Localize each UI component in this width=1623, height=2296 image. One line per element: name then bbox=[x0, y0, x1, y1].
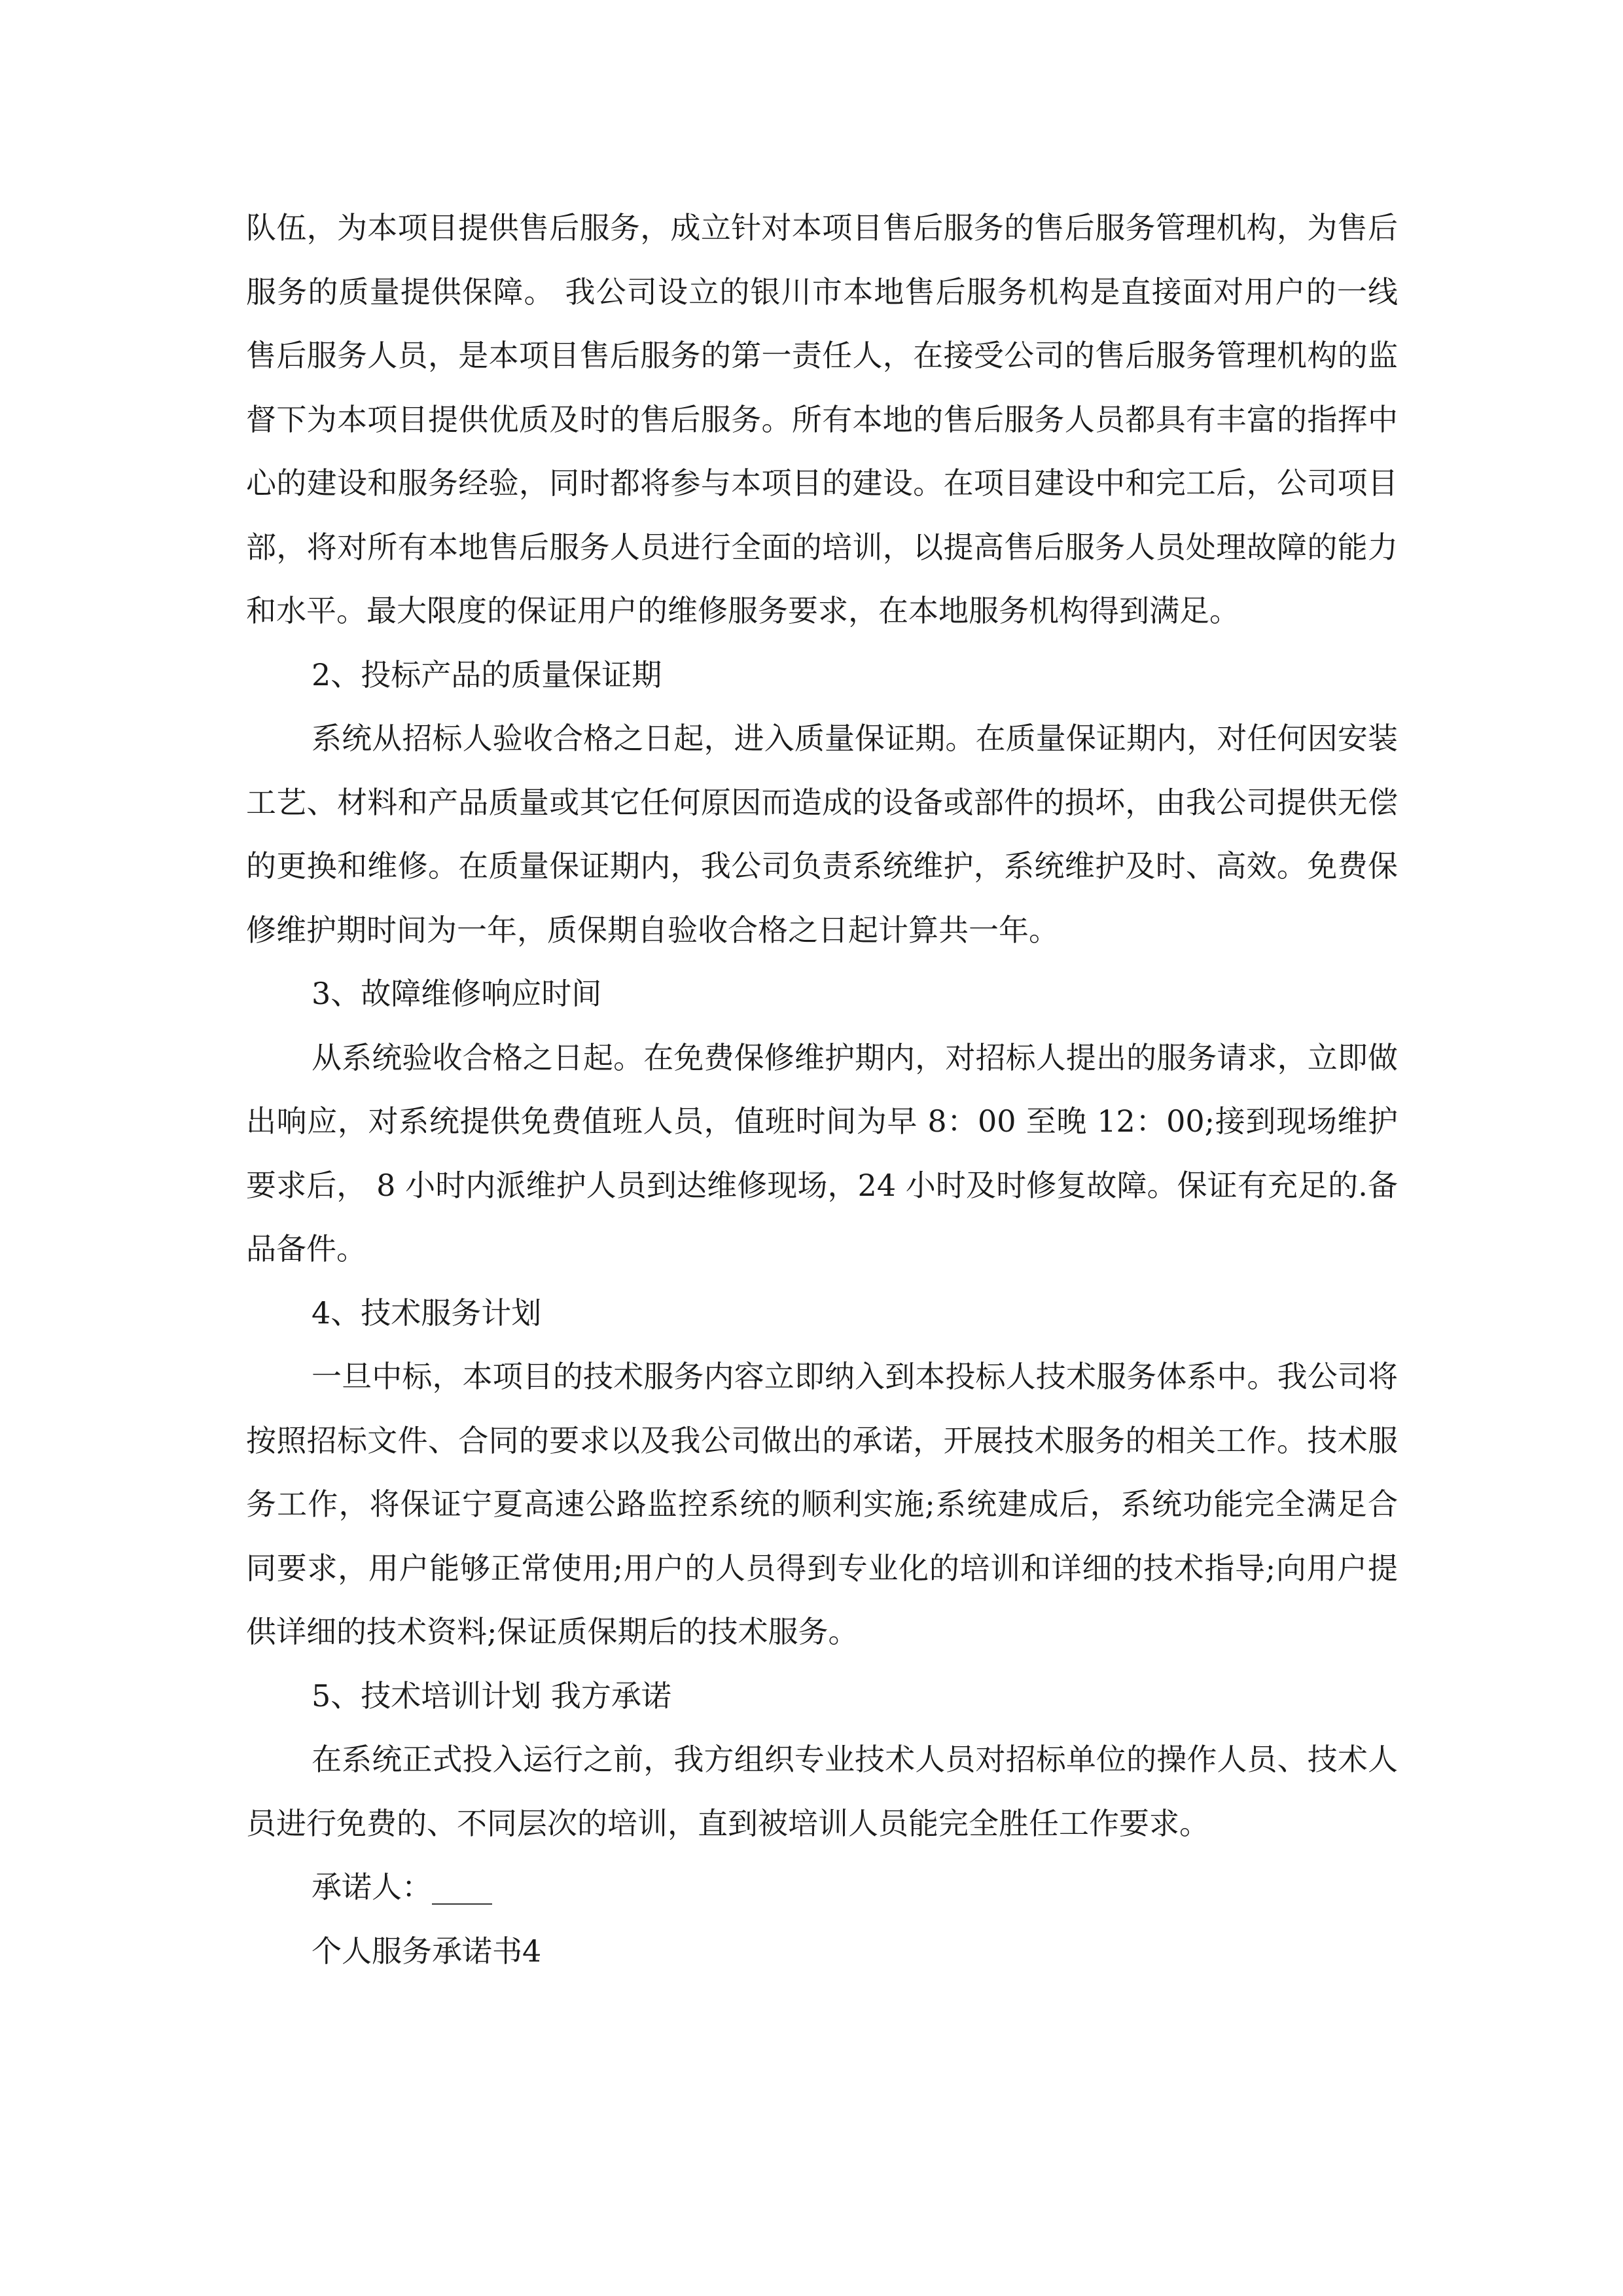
paragraph-after-sales-team: 队伍，为本项目提供售后服务，成立针对本项目售后服务的售后服务管理机构，为售后服务的质量提供保障。 我公司设立的银川市本地售后服务机构是直接面对用户的一线售后服务人员，是本项目售后服务的第一责任人，在接受公司的售后服务管理机构的监督下为本项目提供优质及时的售后服务。所有本地的售后服务人员都具有丰富的指挥中心的建设和服务经验，同时都将参与本项目的建设。在项目建设中和完工后，公司项目部，将对所有本地售后服务人员进行全面的培训，以提高售后服务人员处理故障的能力和水平。最大限度的保证用户的维修服务要求，在本地服务机构得到满足。 bbox=[246, 210, 1398, 628]
paragraph-training-plan: 在系统正式投入运行之前，我方组织专业技术人员对招标单位的操作人员、技术人员进行免费的、不同层次的培训，直到被培训人员能完全胜任工作要求。 bbox=[246, 1742, 1398, 1841]
paragraph-technical-service-plan: 一旦中标，本项目的技术服务内容立即纳入到本投标人技术服务体系中。我公司将按照招标文件、合同的要求以及我公司做出的承诺，开展技术服务的相关工作。技术服务工作，将保证宁夏高速公路监控系统的顺利实施;系统建成后，系统功能完全满足合同要求，用户能够正常使用;用户的人员得到专业化的培训和详细的技术指导;向用户提供详细的技术资料;保证质保期后的技术服务。 bbox=[246, 1359, 1398, 1649]
document-body bbox=[246, 196, 1398, 1983]
heading-technical-service-plan: 4、技术服务计划 bbox=[312, 1295, 542, 1331]
signature-line: 承诺人：____ bbox=[312, 1869, 492, 1905]
next-section-title: 个人服务承诺书4 bbox=[312, 1933, 542, 1969]
heading-response-time: 3、故障维修响应时间 bbox=[312, 976, 602, 1011]
heading-training-plan: 5、技术培训计划 我方承诺 bbox=[312, 1677, 671, 1713]
heading-warranty-period: 2、投标产品的质量保证期 bbox=[312, 656, 662, 692]
paragraph-warranty-period: 系统从招标人验收合格之日起，进入质量保证期。在质量保证期内，对任何因安装工艺、材料和产品质量或其它任何原因而造成的设备或部件的损坏，由我公司提供无偿的更换和维修。在质量保证期内，我公司负责系统维护，系统维护及时、高效。免费保修维护期时间为一年，质保期自验收合格之日起计算共一年。 bbox=[246, 721, 1398, 948]
paragraph-response-time: 从系统验收合格之日起。在免费保修维护期内，对招标人提出的服务请求，立即做出响应，对系统提供免费值班人员，值班时间为早 8：00 至晚 12：00;接到现场维护要求后， 8 小时内派维护人员到达维修现场，24 小时及时修复故障。保证有充足的.备品备件。 bbox=[246, 1039, 1398, 1266]
